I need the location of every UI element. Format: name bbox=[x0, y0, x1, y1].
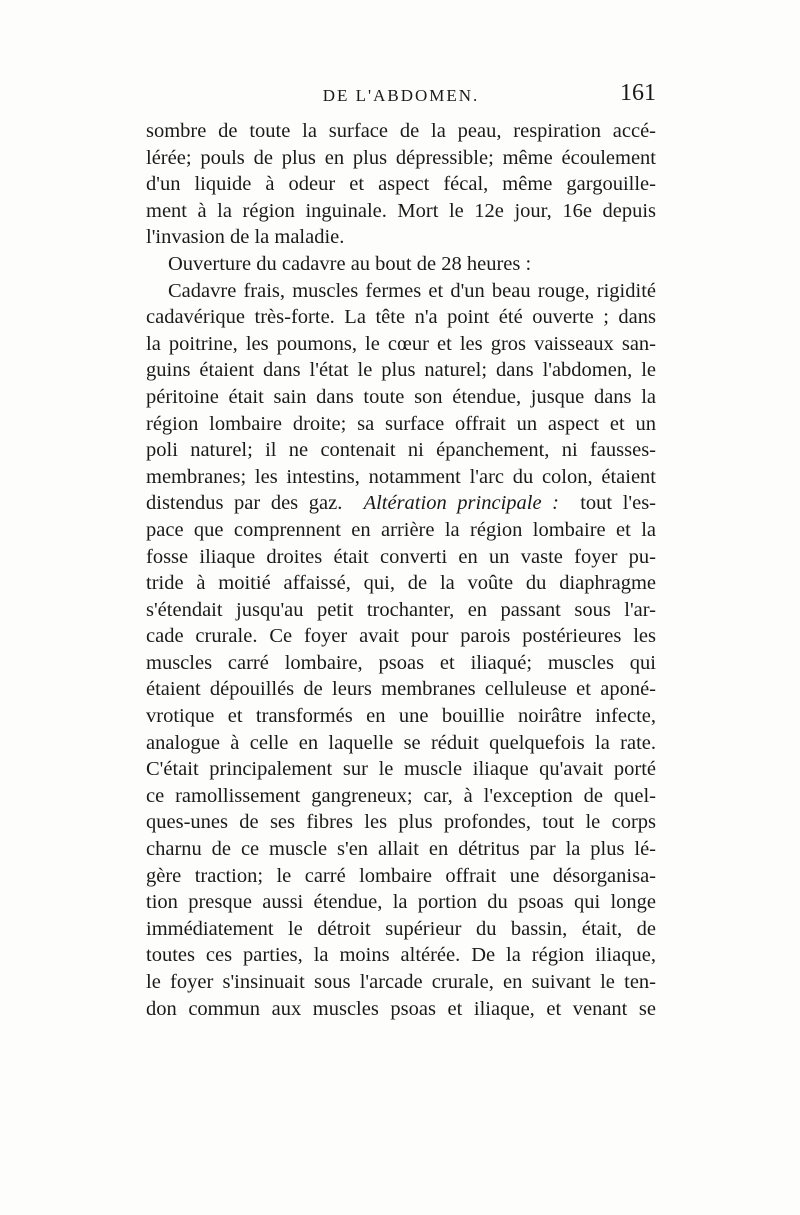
text-line: C'était principalement sur le muscle iliaque qu'avait porté bbox=[146, 758, 656, 781]
text-line: l'invasion de la maladie. bbox=[146, 226, 345, 249]
running-title: DE L'ABDOMEN. bbox=[322, 86, 480, 105]
page-number: 161 bbox=[620, 80, 656, 106]
text-line: ment à la région inguinale. Mort le 12e jour, 16e depuis bbox=[146, 199, 656, 222]
text-line: analogue à celle en laquelle se réduit quelquefois la rate. bbox=[146, 731, 656, 754]
text-line: cadavérique très-forte. La tête n'a point été ouverte ; dans bbox=[146, 306, 656, 329]
body-text bbox=[146, 118, 656, 1022]
text-line: membranes; les intestins, notamment l'arc du colon, étaient bbox=[146, 465, 656, 488]
text-line: cade crurale. Ce foyer avait pour parois postérieures les bbox=[146, 625, 656, 648]
text-line: pace que comprennent en arrière la région lombaire et la bbox=[146, 518, 656, 541]
italic-heading: Altération principale : bbox=[363, 492, 559, 515]
text-line: d'un liquide à odeur et aspect fécal, même gargouille- bbox=[146, 173, 656, 196]
text-line: immédiatement le détroit supérieur du bassin, était, de bbox=[146, 917, 656, 940]
text-line: lérée; pouls de plus en plus dépressible; même écoulement bbox=[146, 146, 656, 169]
text-line: région lombaire droite; sa surface offrait un aspect et un bbox=[146, 412, 656, 435]
text-line: péritoine était sain dans toute son étendue, jusque dans la bbox=[146, 385, 656, 408]
text-line: fosse iliaque droites était converti en un vaste foyer pu- bbox=[146, 545, 656, 568]
text-line: poli naturel; il ne contenait ni épanchement, ni fausses- bbox=[146, 439, 656, 462]
text-line: tion presque aussi étendue, la portion du psoas qui longe bbox=[146, 891, 656, 914]
text-line: don commun aux muscles psoas et iliaque, et venant se bbox=[146, 997, 656, 1020]
text-line: la poitrine, les poumons, le cœur et les gros vaisseaux san- bbox=[146, 332, 656, 355]
text-line: Cadavre frais, muscles fermes et d'un beau rouge, rigidité bbox=[168, 279, 656, 302]
text-fragment: tout l'es- bbox=[580, 492, 657, 515]
text-line: muscles carré lombaire, psoas et iliaqué; muscles qui bbox=[146, 651, 656, 674]
text-line: le foyer s'insinuait sous l'arcade crurale, en suivant le ten- bbox=[146, 971, 656, 993]
text-line: charnu de ce muscle s'en allait en détritus par la plus lé- bbox=[146, 838, 656, 861]
text-line: étaient dépouillés de leurs membranes celluleuse et aponé- bbox=[146, 678, 656, 701]
text-line: toutes ces parties, la moins altérée. De la région iliaque, bbox=[146, 944, 656, 967]
text-line: ce ramollissement gangreneux; car, à l'exception de quel- bbox=[146, 784, 656, 807]
text-line: s'étendait jusqu'au petit trochanter, en passant sous l'ar- bbox=[146, 598, 656, 621]
text-line: vrotique et transformés en une bouillie noirâtre infecte, bbox=[146, 705, 656, 728]
text-line: guins étaient dans l'état le plus naturel; dans l'abdomen, le bbox=[146, 359, 656, 382]
text-line: gère traction; le carré lombaire offrait une désorganisa- bbox=[146, 864, 656, 887]
section-heading: Ouverture du cadavre au bout de 28 heures : bbox=[168, 252, 532, 275]
text-fragment: distendus par des gaz. bbox=[146, 492, 343, 515]
text-line: ques-unes de ses fibres les plus profondes, tout le corps bbox=[146, 811, 656, 834]
text-line: tride à moitié affaissé, qui, de la voûte du diaphragme bbox=[146, 572, 656, 595]
text-line: sombre de toute la surface de la peau, respiration accé- bbox=[146, 120, 656, 142]
text-line-mixed bbox=[146, 490, 656, 517]
running-header bbox=[146, 80, 656, 110]
